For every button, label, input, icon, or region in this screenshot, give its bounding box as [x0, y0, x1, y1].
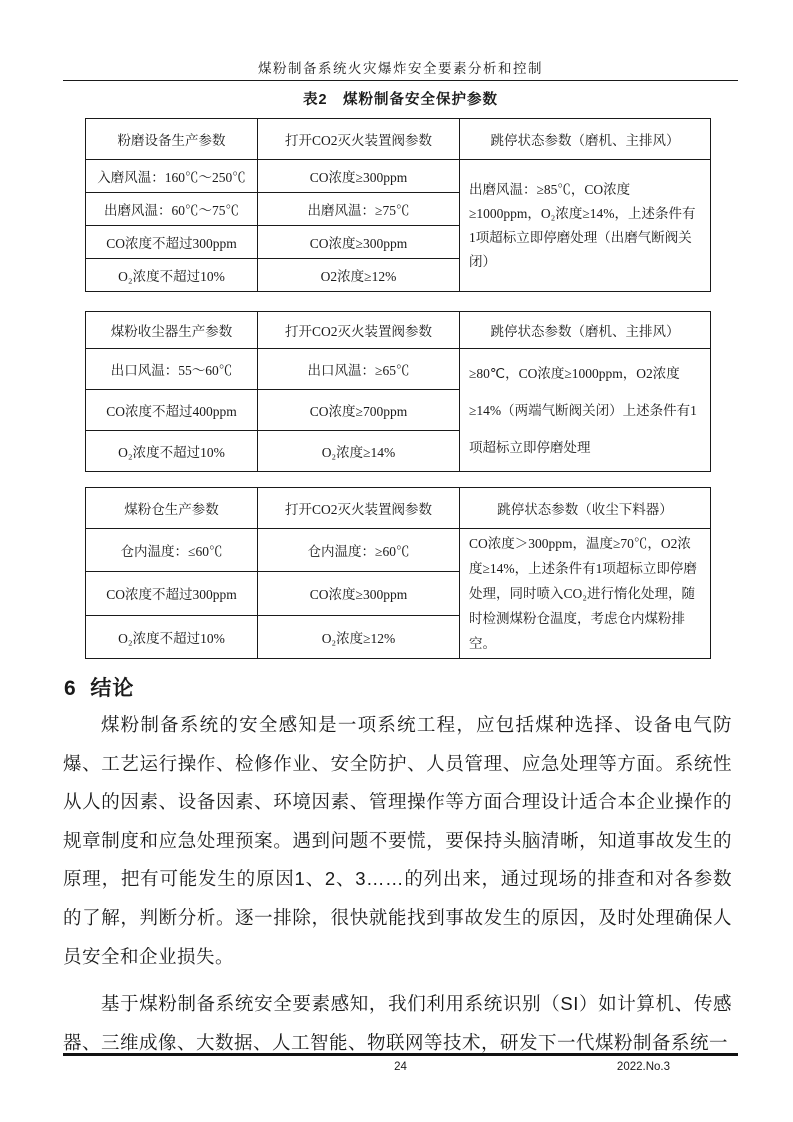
table-header-row: [86, 312, 711, 349]
paragraph-conclusion-1: 煤粉制备系统的安全感知是一项系统工程，应包括煤种选择、设备电气防爆、工艺运行操作、检修作业、安全防护、人员管理、应急处理等方面。系统性从人的因素、设备因素、环境因素、管理操作等方面合理设计适合本企业操作的规章制度和应急处理预案。遇到问题不要慌，要保持头脑清晰，知道事故发生的原理，把有可能发生的原因1、2、3……的列出来，通过现场的排查和对各参数的了解，判断分析。逐一排除，很快就能找到事故发生的原因，及时处理确保人员安全和企业损失。: [63, 714, 732, 967]
header-rule: [63, 80, 738, 81]
column-header: 煤粉仓生产参数: [86, 488, 258, 529]
table-cell: 出口风温：≥65℃: [258, 349, 460, 390]
table-cell: 出磨风温：≥75℃: [258, 193, 460, 226]
table-cell: CO浓度≥300ppm: [258, 572, 460, 615]
issue-label: 2022.No.3: [616, 1061, 670, 1073]
page-number: 24: [394, 1061, 407, 1073]
table-cell: O2浓度≥12%: [258, 259, 460, 292]
table-cell: CO浓度不超过300ppm: [86, 572, 258, 615]
body-paragraphs: [63, 706, 732, 1062]
trip-condition-note: ≥80℃，CO浓度≥1000ppm，O2浓度≥14%（两端气断阀关闭）上述条件有1项超标立即停磨处理: [460, 349, 711, 472]
column-header: 打开CO2灭火装置阀参数: [258, 119, 460, 160]
table-row: [86, 160, 711, 193]
column-header: 打开CO2灭火装置阀参数: [258, 312, 460, 349]
table-cell: O₂浓度不超过10%: [86, 259, 258, 292]
table-row: [86, 529, 711, 572]
column-header: 跳停状态参数（收尘下料器）: [460, 488, 711, 529]
table-cell: O₂浓度≥14%: [258, 431, 460, 472]
table-cell: 仓内温度：≤60℃: [86, 529, 258, 572]
table-cell: 入磨风温：160℃～250℃: [86, 160, 258, 193]
table-cell: O₂浓度≥12%: [258, 615, 460, 658]
table-header-row: [86, 119, 711, 160]
column-header: 跳停状态参数（磨机、主排风）: [460, 312, 711, 349]
table-cell: 仓内温度：≥60℃: [258, 529, 460, 572]
table-cell: CO浓度≥300ppm: [258, 160, 460, 193]
trip-condition-note: 出磨风温：≥85℃，CO浓度≥1000ppm，O₂浓度≥14%，上述条件有1项超标立即停磨处理（出磨气断阀关闭）: [460, 160, 711, 292]
table-row: [86, 349, 711, 390]
table-caption: 表2 煤粉制备安全保护参数: [302, 92, 499, 108]
column-header: 跳停状态参数（磨机、主排风）: [460, 119, 711, 160]
table-cell: O₂浓度不超过10%: [86, 615, 258, 658]
footer-rule: [63, 1053, 738, 1056]
table-cell: 出口风温：55～60℃: [86, 349, 258, 390]
column-header: 粉磨设备生产参数: [86, 119, 258, 160]
table-mill-parameters: [85, 118, 711, 292]
table-cell: O₂浓度不超过10%: [86, 431, 258, 472]
table-cell: CO浓度不超过400ppm: [86, 390, 258, 431]
table-cell: CO浓度≥300ppm: [258, 226, 460, 259]
table-dust-collector-parameters: [85, 311, 711, 472]
running-header: 煤粉制备系统火灾爆炸安全要素分析和控制: [258, 61, 543, 76]
table-cell: CO浓度不超过300ppm: [86, 226, 258, 259]
column-header: 打开CO2灭火装置阀参数: [258, 488, 460, 529]
table-cell: 出磨风温：60℃～75℃: [86, 193, 258, 226]
table-header-row: [86, 488, 711, 529]
section-heading: 6 结论: [64, 677, 135, 700]
trip-condition-note: CO浓度＞300ppm，温度≥70℃，O2浓度≥14%，上述条件有1项超标立即停磨处理，同时喷入CO₂进行惰化处理，随时检测煤粉仓温度，考虑仓内煤粉排空。: [460, 529, 711, 659]
column-header: 煤粉收尘器生产参数: [86, 312, 258, 349]
paragraph-conclusion-2: 基于煤粉制备系统安全要素感知，我们利用系统识别（SI）如计算机、传感器、三维成像、大数据、人工智能、物联网等技术，研发下一代煤粉制备系统一: [63, 993, 732, 1053]
table-coal-bin-parameters: [85, 487, 711, 659]
table-cell: CO浓度≥700ppm: [258, 390, 460, 431]
